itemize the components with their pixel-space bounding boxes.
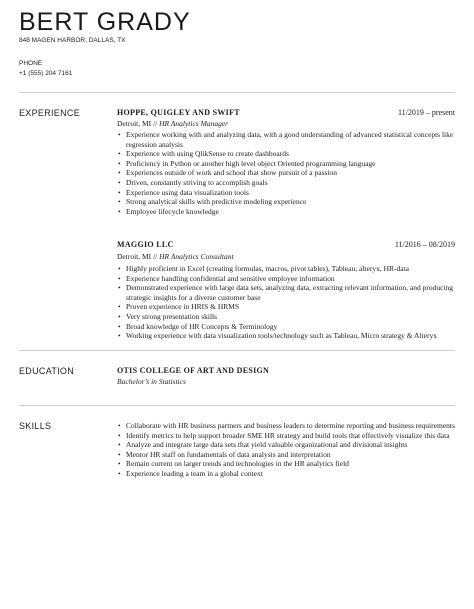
list-item: • Driven, constantly striving to accomplish goals [126, 178, 466, 188]
list-item: • Experience working with and analyzing data, with a good understanding of advanced statistical concepts like regression analysis [126, 130, 466, 149]
divider [19, 350, 455, 351]
phone-number: +1 (555) 204 7161 [19, 70, 73, 77]
company-name: HOPPE, QUIGLEY AND SWIFT [117, 108, 240, 117]
job-dates: 11/2019 – present [397, 108, 455, 117]
list-item: • Broad knowledge of HR Concepts & Terminology [126, 322, 466, 332]
list-item: • Analyze and integrate large data sets that yield valuable organizational and divisional insights [126, 440, 466, 450]
section-title-skills: SKILLS [19, 421, 52, 431]
job-title: HR Analytics Consultant [159, 252, 234, 261]
list-item: • Experience leading a team in a global context [126, 469, 466, 479]
list-item: • Experience handling confidential and sensitive employee information [126, 274, 466, 284]
job-location: Detroit, MI // [117, 119, 158, 128]
skills-bullet-list [117, 421, 466, 479]
list-item: • Working experience with data visualization tools/technology such as Tableau, Micro strategy & Alteryx [126, 331, 466, 341]
list-item: • Highly proficient in Excel (creating formulas, macros, pivot tables), Tableau, alteryx, HR-data [126, 264, 466, 274]
list-item: • Proven experience in HRIS & HRMS [126, 302, 466, 312]
section-title-experience: EXPERIENCE [19, 108, 81, 118]
job-title: HR Analytics Manager [159, 119, 229, 128]
company-name: MAGGIO LLC [117, 240, 174, 249]
list-item: • Employee lifecycle knowledge [126, 207, 466, 217]
job-bullet-list [117, 264, 466, 341]
list-item: • Remain current on larger trends and technologies in the HR analytics field [126, 459, 466, 469]
list-item: • Collaborate with HR business partners and business leaders to determine reporting and business requirements [126, 421, 466, 431]
job-dates: 11/2016 – 08/2019 [394, 240, 455, 249]
list-item: • Proficiency in Python or another high level object Oriented programming language [126, 159, 466, 169]
list-item: • Identify metrics to help support broader SME HR strategy and build tools that effectively visualize this data [126, 431, 466, 441]
job-role-line [117, 252, 234, 261]
degree: Bachelor’s in Statistics [117, 377, 186, 386]
list-item: • Mentor HR staff on fundamentals of data analysis and interpretation [126, 450, 466, 460]
list-item: • Experience with using QlikSense to create dashboards [126, 149, 466, 159]
job-bullet-list [117, 130, 466, 216]
job-location: Detroit, MI // [117, 252, 158, 261]
candidate-name: BERT GRADY [19, 8, 191, 36]
address: 848 MAGEN HARBOR, DALLAS, TX [19, 37, 126, 44]
list-item: • Demonstrated experience with large data sets, analyzing data, extracting relevant information, and producing strategic insights for a diverse customer base [126, 283, 466, 302]
list-item: • Strong analytical skills with predictive modeling experience [126, 197, 466, 207]
phone-label: PHONE [19, 60, 43, 67]
list-item: • Very strong presentation skills [126, 312, 466, 322]
school-name: OTIS COLLEGE OF ART AND DESIGN [117, 366, 270, 375]
list-item: • Experience using data visualization tools [126, 188, 466, 198]
divider [19, 405, 455, 406]
section-title-education: EDUCATION [19, 366, 75, 376]
job-role-line [117, 119, 228, 128]
divider [19, 92, 455, 93]
list-item: • Experiences outside of work and school that show pursuit of a passion [126, 168, 466, 178]
